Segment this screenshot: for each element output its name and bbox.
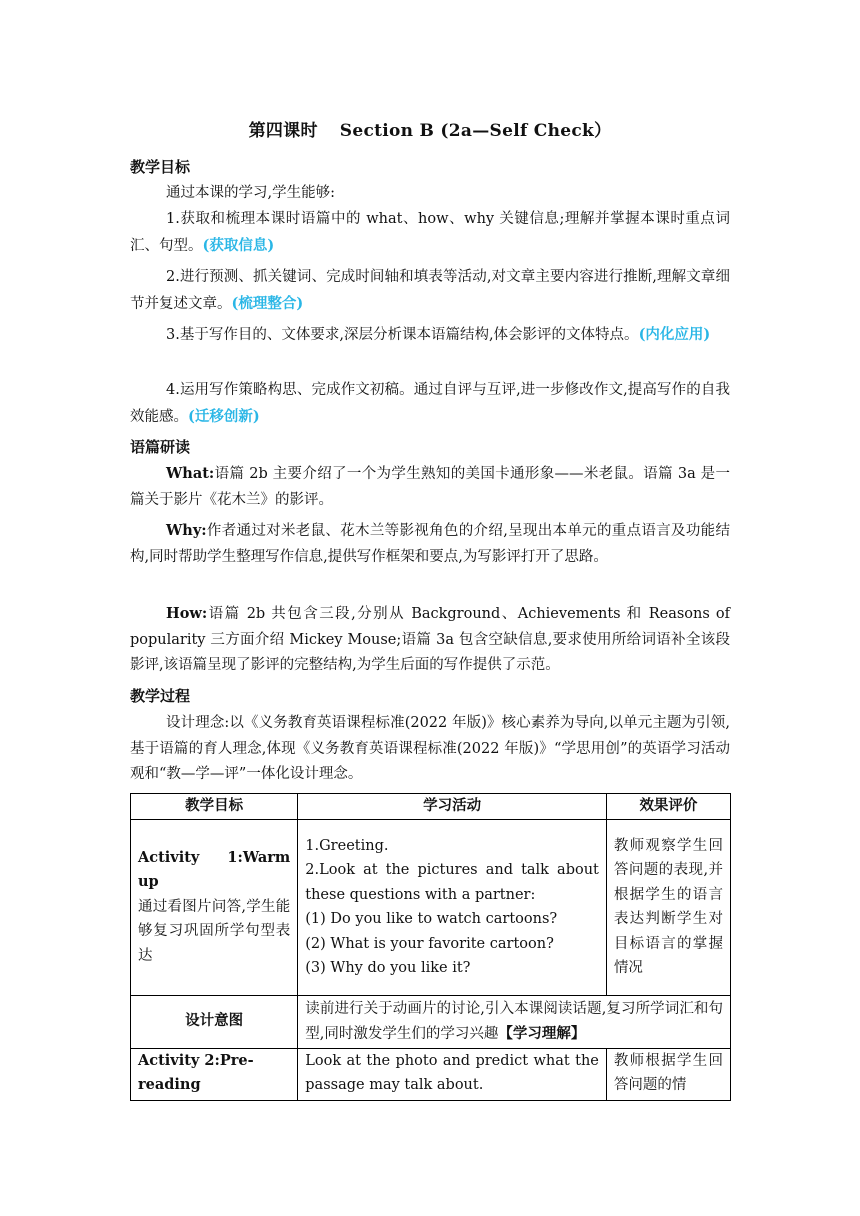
lesson-title-part2: Section B (2a—Self Check） [339, 121, 612, 141]
header-evaluation: 效果评价 [606, 794, 730, 820]
what-label: What: [166, 465, 215, 482]
lesson-title-part1: 第四课时 [248, 121, 318, 141]
objective-item-3 [130, 322, 730, 349]
analysis-what [130, 461, 730, 513]
objectives-heading: 教学目标 [130, 158, 191, 176]
table-header-row [131, 794, 731, 820]
activity-line: (2) What is your favorite cartoon? [305, 935, 554, 952]
row1-activity-cell [298, 819, 607, 995]
design-concept: 设计理念:以《义务教育英语课程标准(2022 年版)》核心素养为导向,以单元主题为引领,基于语篇的育人理念,体现《义务教育英语课程标准(2022 年版)》“学思用创”的英语学习活动观和“教—学—评”一体化设计理念。 [130, 715, 730, 782]
design-intent-tag: 【学习理解】 [498, 1024, 586, 1042]
header-objective: 教学目标 [131, 794, 298, 820]
row2-goal-cell [131, 1048, 298, 1100]
row1-eval-cell [606, 819, 730, 995]
row1-eval-text: 教师观察学生回答问题的表现,并根据学生的语言表达判断学生对目标语言的掌握情况 [613, 837, 723, 976]
activity-title: Activity 2:Pre-reading [138, 1051, 254, 1093]
objective-item-1 [130, 207, 730, 259]
objectives-intro: 通过本课的学习,学生能够: [166, 185, 335, 201]
objective-text: 2.进行预测、抓关键词、完成时间轴和填表等活动,对文章主要内容进行推断,理解文章细节并复述文章。 [130, 269, 730, 312]
objective-text: 1.获取和梳理本课时语篇中的 what、how、why 关键信息;理解并掌握本课时重点词汇、句型。 [130, 211, 730, 254]
how-label: How: [166, 605, 208, 622]
objective-text: 4.运用写作策略构思、完成作文初稿。通过自评与互评,进一步修改作文,提高写作的自我效能感。 [130, 382, 730, 425]
row1-goal-cell [131, 819, 298, 995]
objective-item-2 [130, 265, 730, 317]
lesson-title [0, 116, 860, 141]
objective-tag: (梳理整合) [231, 294, 304, 312]
activity-title: Activity 1:Warm up [138, 848, 291, 891]
why-label: Why: [166, 522, 207, 539]
analysis-why [130, 518, 730, 570]
analysis-how [130, 601, 730, 679]
objective-text: 3.基于写作目的、文体要求,深层分析课本语篇结构,体会影评的文体特点。 [166, 327, 639, 343]
row1-goal-text: 通过看图片问答,学生能够复习巩固所学句型表达 [138, 898, 291, 964]
process-heading: 教学过程 [130, 687, 191, 705]
objective-tag: (内化应用) [638, 326, 711, 343]
what-text: 语篇 2b 主要介绍了一个为学生熟知的美国卡通形象——米老鼠。语篇 3a 是一篇关于影片《花木兰》的影评。 [130, 466, 730, 508]
table-row [131, 1048, 731, 1100]
activity-line: 1.Greeting. [305, 837, 389, 854]
table-row [131, 995, 731, 1048]
activity-line: 2.Look at the pictures and talk about these questions with a partner: [305, 862, 599, 903]
design-intent-cell [298, 995, 731, 1048]
objective-tag: (迁移创新) [188, 407, 260, 425]
objective-tag: (获取信息) [202, 236, 275, 254]
design-intent-label: 设计意图 [131, 995, 298, 1048]
header-activity: 学习活动 [298, 794, 607, 820]
how-text: 语篇 2b 共包含三段,分别从 Background、Achievements 和 Reasons of popularity 三方面介绍 Mickey Mouse;语篇 3a 包含空缺信息,要求使用所给词语补全该段影评,该语篇呈现了影评的完整结构,为学生后面的写作提供了示范。 [130, 606, 730, 673]
design-intent-text: 读前进行关于动画片的讨论,引入本课阅读话题,复习所学词汇和句型,同时激发学生们的学习兴趣 [305, 1001, 723, 1042]
activity-line: (3) Why do you like it? [305, 960, 471, 976]
objective-item-4 [130, 378, 730, 430]
table-row [131, 819, 731, 995]
activity-line: (1) Do you like to watch cartoons? [305, 911, 558, 927]
row2-eval-cell: 教师根据学生回答问题的情 [606, 1048, 730, 1100]
analysis-heading: 语篇研读 [130, 438, 191, 456]
lesson-plan-table [130, 793, 731, 1101]
row2-activity-cell: Look at the photo and predict what the passage may talk about. [298, 1048, 607, 1100]
why-text: 作者通过对米老鼠、花木兰等影视角色的介绍,呈现出本单元的重点语言及功能结构,同时帮助学生整理写作信息,提供写作框架和要点,为写影评打开了思路。 [130, 523, 730, 565]
